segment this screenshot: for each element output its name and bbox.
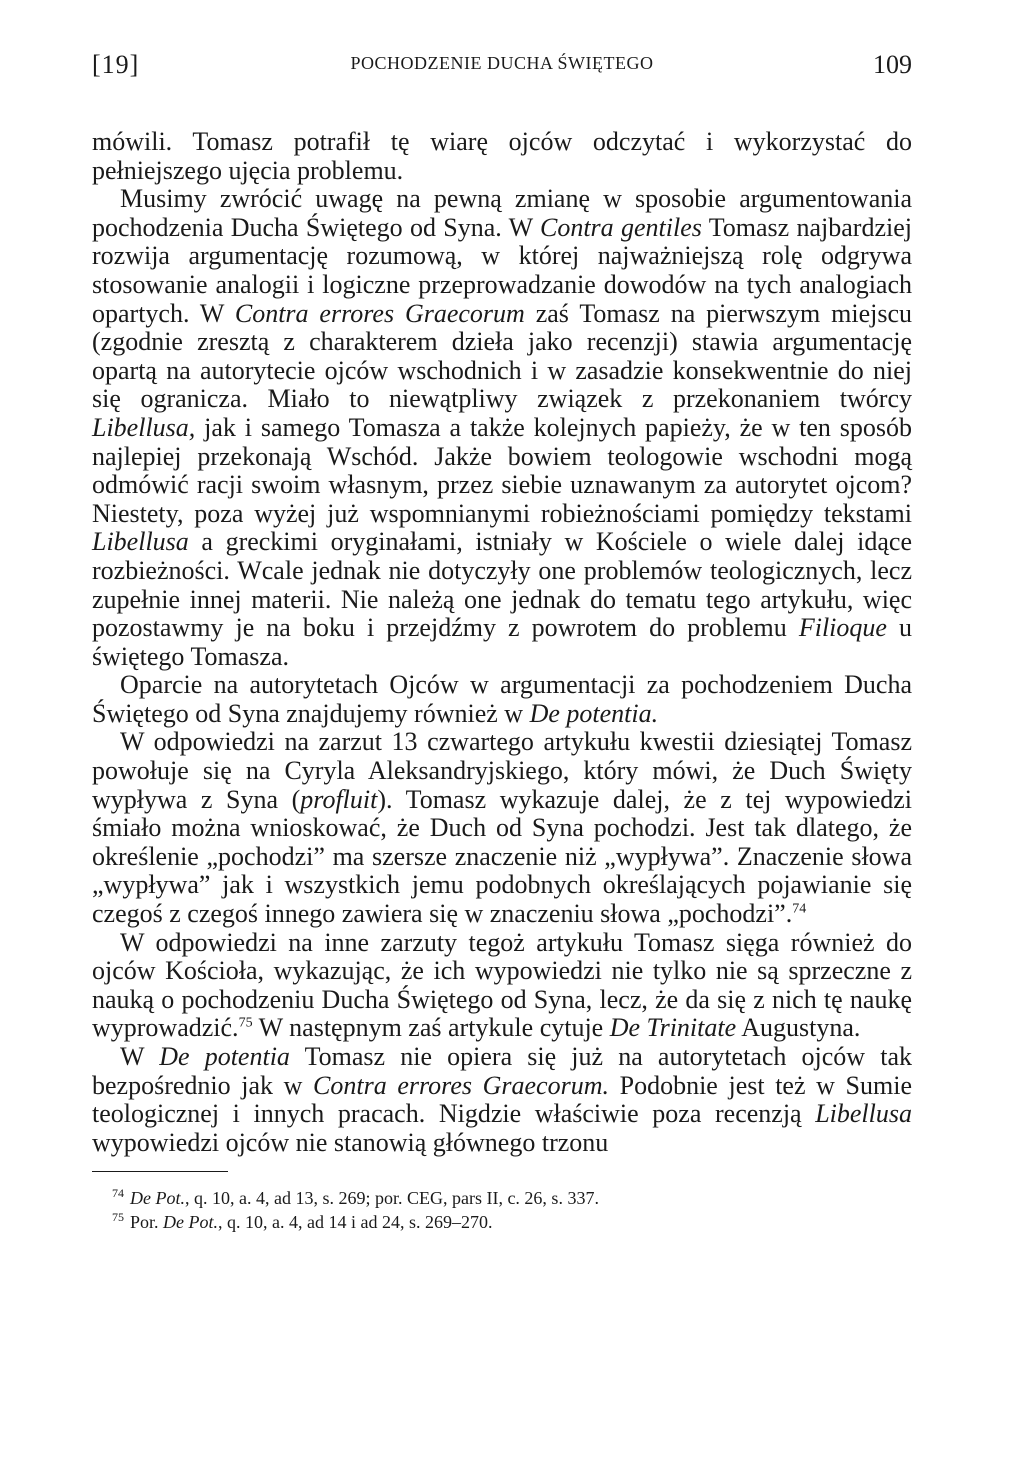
work-title-contra-errores: Contra errores Graecorum — [234, 298, 525, 328]
work-title-de-potentia: De potentia. — [529, 698, 659, 728]
paragraph-6 — [92, 1043, 912, 1157]
footnote-work-title: De Pot. — [163, 1212, 218, 1233]
term-filioque: Filioque — [798, 613, 887, 643]
text-run: W następnym zaś artykule cytuje — [252, 1013, 610, 1043]
term-profluit: profluit — [300, 784, 378, 814]
work-title-libellus: Libellusa, — [92, 412, 196, 442]
work-title-contra-errores: Contra errores Graecorum. — [313, 1070, 609, 1100]
paragraph-4 — [92, 728, 912, 928]
footnote-text: Por. — [130, 1212, 164, 1233]
text-run: Tomasz najbardziej rozwija argumentację rozumową, w której najważniejszą rolę odgrywa stosowanie analogii i logiczne przeprowadzanie dowodów na tych analogiach opartych. W — [92, 212, 912, 328]
paragraph-1: mówili. Tomasz potrafił tę wiarę ojców odczytać i wykorzystać do pełniejszego ujęcia problemu. — [92, 127, 912, 185]
footnote-divider — [92, 1171, 228, 1172]
footnote-work-title: De Pot. — [130, 1188, 185, 1209]
paragraph-2 — [92, 185, 912, 671]
work-title-de-potentia: De potentia — [159, 1042, 290, 1071]
book-page — [92, 40, 912, 1234]
footnote-ref-75[interactable]: 75 — [238, 1015, 253, 1031]
text-run: Musimy zwrócić uwagę na pewną zmianę w sposobie argumentowania pochodzenia Ducha Świętego od Syna. W — [92, 184, 912, 242]
text-run: u świętego Tomasza. — [92, 613, 912, 671]
text-run: Tomasz nie opiera się już na autorytetach ojców tak bezpośrednio jak w — [92, 1042, 912, 1100]
footnote-text: , q. 10, a. 4, ad 14 i ad 24, s. 269–270. — [218, 1212, 493, 1233]
footnote-text: , q. 10, a. 4, ad 13, s. 269; por. CEG, pars II, c. 26, s. 337. — [184, 1188, 599, 1209]
work-title-libellus: Libellusa — [815, 1099, 912, 1129]
text-run: zaś Tomasz na pierwszym miejscu (zgodnie zresztą z charakterem dzieła jako recenzji) stawia argumentację opartą na autorytecie ojców wschodnich i w zasadzie konsekwentnie do niej się ogranicza. Miało to niewątpliwy związek z przekonaniem twórcy — [92, 298, 912, 414]
footnote-75 — [92, 1210, 912, 1234]
work-title-contra-gentiles: Contra gentiles — [539, 212, 702, 242]
text-run: W odpowiedzi na zarzut 13 czwartego artykułu kwestii dziesiątej Tomasz powołuje się na Cyryla Aleksandryjskiego, który mówi, że Duch Święty wypływa z Syna ( — [92, 727, 912, 814]
main-text — [92, 128, 912, 1157]
text-run: a greckimi oryginałami, istniały w Kościele o wiele dalej idące rozbieżności. Wcale jednak nie dotyczyły one problemów teologicznych, lecz zupełnie innej materii. Nie należą one jednak do tematu tego artykułu, więc pozostawmy je na boku i przejdźmy z powrotem do problemu — [92, 527, 912, 643]
paragraph-5 — [92, 929, 912, 1043]
page-number: 109 — [873, 50, 912, 79]
text-run: ). Tomasz wykazuje dalej, że z tej wypowiedzi śmiało można wnioskować, że Duch od Syna pochodzi. Jest tak dlatego, że określenie „pochodzi” ma szersze znaczenie niż „wypływa”. Znaczenie słowa „wypływa” jak i wszystkich jemu podobnych określających pojawianie się czegoś z czegoś innego zawiera się w znaczeniu słowa „pochodzi”. — [92, 784, 913, 929]
text-run: W odpowiedzi na inne zarzuty tegoż artykułu Tomasz sięga również do ojców Kościoła, wykazując, że ich wypowiedzi nie tylko nie są sprzeczne z nauką o pochodzeniu Ducha Świętego od Syna, lecz, że da się z nich tę naukę wyprowadzić. — [92, 927, 912, 1043]
work-title-libellus: Libellusa — [92, 527, 189, 557]
text-run: Oparcie na autorytetach Ojców w argumentacji za pochodzeniem Ducha Świętego od Syna znajdujemy również w — [92, 670, 912, 728]
footnotes — [92, 1186, 912, 1234]
text-run: Augustyna. — [736, 1013, 861, 1043]
footnote-number: 74 — [112, 1186, 124, 1201]
text-run: jak i samego Tomasza a także kolejnych papieży, że w ten sposób najlepiej przekonają Wschód. Jakże bowiem teologowie wschodni mogą odmówić racji swoim własnym, przez siebie uznawanym za autorytet ojcom? Niestety, poza wyżej już wspomnianymi robieżnościami pomiędzy tekstami — [92, 412, 912, 528]
running-title: POCHODZENIE DUCHA ŚWIĘTEGO — [350, 53, 654, 73]
work-title-de-trinitate: De Trinitate — [609, 1013, 737, 1043]
text-run: wypowiedzi ojców nie stanowią głównego trzonu — [92, 1127, 609, 1157]
paragraph-3 — [92, 671, 912, 728]
section-marker: [19] — [92, 50, 140, 79]
footnote-74 — [92, 1186, 912, 1210]
text-run: Podobnie jest też w Sumie teologicznej i innych pracach. Nigdzie właściwie poza recenzją — [92, 1070, 912, 1129]
text-run: W — [120, 1042, 160, 1071]
footnote-ref-74[interactable]: 74 — [792, 901, 807, 917]
footnote-number: 75 — [112, 1210, 124, 1225]
running-header — [92, 40, 912, 80]
